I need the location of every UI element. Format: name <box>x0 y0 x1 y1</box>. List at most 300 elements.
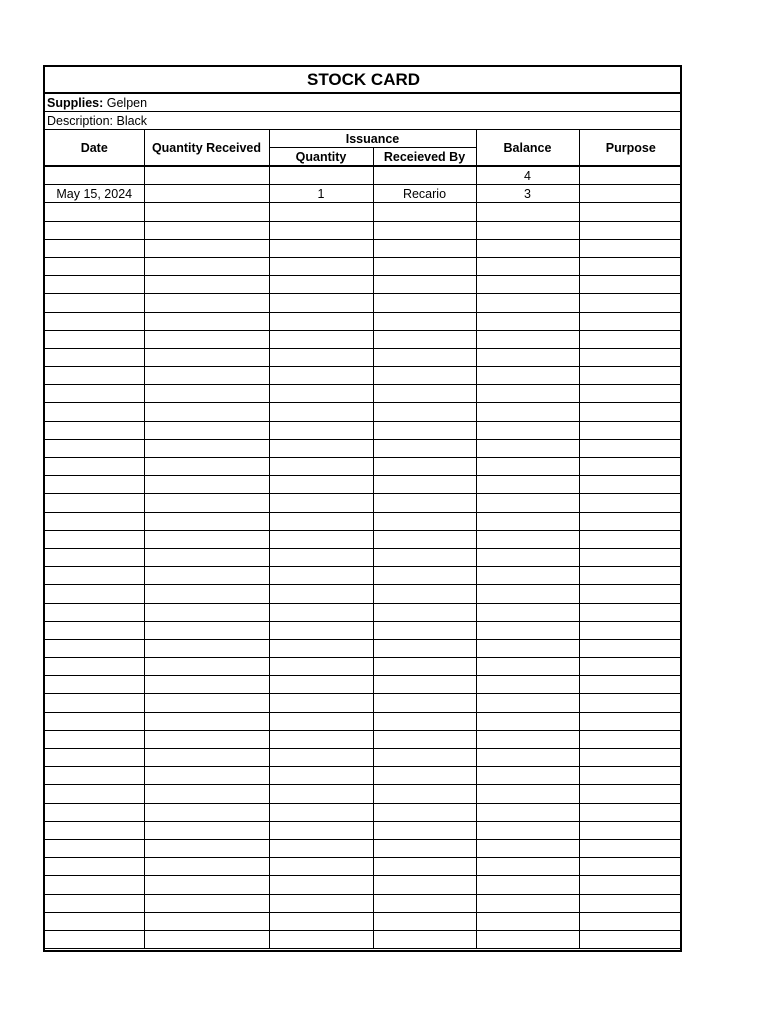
cell-received-by <box>373 276 476 294</box>
column-header-received-by: Receieved By <box>373 148 476 167</box>
cell-quantity-received <box>144 676 269 694</box>
cell-purpose <box>579 458 682 476</box>
table-row-empty <box>45 548 682 566</box>
cell-balance <box>476 821 579 839</box>
cell-purpose <box>579 912 682 930</box>
cell-issuance-quantity <box>269 458 373 476</box>
cell-quantity-received <box>144 403 269 421</box>
cell-purpose <box>579 712 682 730</box>
cell-date <box>45 803 144 821</box>
cell-quantity-received <box>144 894 269 912</box>
cell-purpose <box>579 839 682 857</box>
cell-purpose <box>579 730 682 748</box>
cell-issuance-quantity <box>269 548 373 566</box>
cell-balance <box>476 385 579 403</box>
cell-date <box>45 548 144 566</box>
cell-received-by <box>373 494 476 512</box>
cell-issuance-quantity <box>269 330 373 348</box>
table-row-empty <box>45 694 682 712</box>
cell-purpose <box>579 694 682 712</box>
cell-purpose <box>579 257 682 275</box>
cell-issuance-quantity <box>269 603 373 621</box>
table-row-empty <box>45 930 682 948</box>
cell-issuance-quantity <box>269 639 373 657</box>
cell-balance <box>476 421 579 439</box>
cell-date <box>45 603 144 621</box>
table-row-empty <box>45 567 682 585</box>
cell-date <box>45 894 144 912</box>
cell-date <box>45 239 144 257</box>
cell-quantity-received <box>144 312 269 330</box>
cell-issuance-quantity <box>269 367 373 385</box>
cell-date <box>45 767 144 785</box>
cell-issuance-quantity <box>269 530 373 548</box>
cell-quantity-received <box>144 839 269 857</box>
cell-issuance-quantity <box>269 567 373 585</box>
cell-date <box>45 839 144 857</box>
cell-balance <box>476 676 579 694</box>
table-row-empty <box>45 257 682 275</box>
cell-quantity-received <box>144 166 269 185</box>
cell-issuance-quantity <box>269 839 373 857</box>
table-row-empty <box>45 767 682 785</box>
stock-card-table <box>45 67 682 949</box>
cell-date <box>45 458 144 476</box>
cell-issuance-quantity <box>269 621 373 639</box>
cell-date: May 15, 2024 <box>45 185 144 203</box>
cell-received-by <box>373 712 476 730</box>
cell-received-by <box>373 530 476 548</box>
table-row-empty <box>45 894 682 912</box>
cell-balance <box>476 658 579 676</box>
table-row-empty <box>45 603 682 621</box>
cell-received-by <box>373 203 476 221</box>
table-row-empty <box>45 639 682 657</box>
cell-quantity-received <box>144 348 269 366</box>
cell-received-by <box>373 439 476 457</box>
cell-issuance-quantity <box>269 585 373 603</box>
cell-balance <box>476 403 579 421</box>
cell-received-by <box>373 767 476 785</box>
table-row-empty <box>45 530 682 548</box>
cell-issuance-quantity <box>269 439 373 457</box>
cell-date <box>45 476 144 494</box>
table-row-empty <box>45 912 682 930</box>
table-row-empty <box>45 403 682 421</box>
cell-date <box>45 312 144 330</box>
cell-balance <box>476 294 579 312</box>
cell-purpose <box>579 894 682 912</box>
cell-date <box>45 585 144 603</box>
table-row-empty <box>45 458 682 476</box>
cell-issuance-quantity <box>269 749 373 767</box>
cell-balance <box>476 930 579 948</box>
cell-balance <box>476 567 579 585</box>
cell-purpose <box>579 439 682 457</box>
cell-purpose <box>579 221 682 239</box>
table-row-empty <box>45 839 682 857</box>
cell-issuance-quantity <box>269 221 373 239</box>
cell-balance <box>476 203 579 221</box>
cell-received-by <box>373 912 476 930</box>
cell-quantity-received <box>144 185 269 203</box>
cell-issuance-quantity <box>269 676 373 694</box>
cell-received-by <box>373 239 476 257</box>
cell-quantity-received <box>144 367 269 385</box>
table-row-empty <box>45 330 682 348</box>
table-row <box>45 185 682 203</box>
cell-issuance-quantity <box>269 166 373 185</box>
table-row-empty <box>45 512 682 530</box>
cell-received-by <box>373 603 476 621</box>
cell-date <box>45 930 144 948</box>
cell-date <box>45 621 144 639</box>
cell-date <box>45 330 144 348</box>
cell-date <box>45 785 144 803</box>
table-row-empty <box>45 276 682 294</box>
cell-date <box>45 348 144 366</box>
cell-quantity-received <box>144 439 269 457</box>
cell-quantity-received <box>144 330 269 348</box>
cell-purpose <box>579 476 682 494</box>
cell-received-by <box>373 312 476 330</box>
cell-issuance-quantity <box>269 476 373 494</box>
cell-balance <box>476 839 579 857</box>
cell-date <box>45 294 144 312</box>
supplies-label: Supplies: <box>47 95 104 110</box>
cell-quantity-received <box>144 603 269 621</box>
description-label: Description: <box>47 113 113 128</box>
cell-date <box>45 639 144 657</box>
cell-quantity-received <box>144 858 269 876</box>
cell-quantity-received <box>144 749 269 767</box>
cell-purpose <box>579 421 682 439</box>
cell-quantity-received <box>144 876 269 894</box>
cell-received-by <box>373 639 476 657</box>
cell-issuance-quantity <box>269 730 373 748</box>
cell-quantity-received <box>144 257 269 275</box>
cell-received-by <box>373 694 476 712</box>
cell-issuance-quantity: 1 <box>269 185 373 203</box>
supplies-line <box>45 93 682 112</box>
cell-purpose <box>579 803 682 821</box>
cell-received-by <box>373 676 476 694</box>
cell-issuance-quantity <box>269 894 373 912</box>
cell-date <box>45 439 144 457</box>
cell-quantity-received <box>144 694 269 712</box>
cell-balance <box>476 585 579 603</box>
cell-received-by <box>373 876 476 894</box>
table-row-empty <box>45 621 682 639</box>
cell-date <box>45 421 144 439</box>
cell-purpose <box>579 494 682 512</box>
cell-issuance-quantity <box>269 421 373 439</box>
cell-received-by <box>373 658 476 676</box>
table-row-empty <box>45 439 682 457</box>
cell-quantity-received <box>144 276 269 294</box>
cell-date <box>45 257 144 275</box>
table-row-empty <box>45 730 682 748</box>
cell-balance: 4 <box>476 166 579 185</box>
table-row-empty <box>45 712 682 730</box>
cell-date <box>45 730 144 748</box>
cell-quantity-received <box>144 221 269 239</box>
cell-purpose <box>579 239 682 257</box>
cell-quantity-received <box>144 476 269 494</box>
table-row-empty <box>45 821 682 839</box>
cell-quantity-received <box>144 912 269 930</box>
cell-issuance-quantity <box>269 767 373 785</box>
cell-quantity-received <box>144 803 269 821</box>
cell-date <box>45 385 144 403</box>
cell-date <box>45 166 144 185</box>
cell-received-by <box>373 294 476 312</box>
cell-date <box>45 658 144 676</box>
cell-received-by <box>373 839 476 857</box>
column-header-quantity-received: Quantity Received <box>144 130 269 167</box>
cell-balance <box>476 312 579 330</box>
table-row-empty <box>45 312 682 330</box>
cell-balance <box>476 239 579 257</box>
table-row-empty <box>45 221 682 239</box>
cell-date <box>45 494 144 512</box>
cell-received-by <box>373 821 476 839</box>
cell-balance <box>476 767 579 785</box>
cell-balance <box>476 749 579 767</box>
cell-purpose <box>579 367 682 385</box>
cell-received-by <box>373 221 476 239</box>
column-header-issuance: Issuance <box>269 130 476 148</box>
cell-received-by <box>373 367 476 385</box>
cell-quantity-received <box>144 239 269 257</box>
column-header-date: Date <box>45 130 144 167</box>
cell-purpose <box>579 639 682 657</box>
cell-date <box>45 530 144 548</box>
table-row-empty <box>45 294 682 312</box>
cell-balance <box>476 494 579 512</box>
cell-date <box>45 676 144 694</box>
cell-purpose <box>579 767 682 785</box>
cell-purpose <box>579 603 682 621</box>
cell-received-by <box>373 476 476 494</box>
cell-issuance-quantity <box>269 912 373 930</box>
cell-balance <box>476 712 579 730</box>
cell-balance <box>476 785 579 803</box>
cell-purpose <box>579 512 682 530</box>
cell-balance <box>476 803 579 821</box>
cell-date <box>45 567 144 585</box>
cell-balance <box>476 548 579 566</box>
stock-card <box>43 65 682 952</box>
cell-purpose <box>579 821 682 839</box>
table-row-empty <box>45 658 682 676</box>
cell-date <box>45 694 144 712</box>
cell-issuance-quantity <box>269 876 373 894</box>
cell-received-by <box>373 585 476 603</box>
cell-date <box>45 749 144 767</box>
cell-date <box>45 403 144 421</box>
description-line <box>45 112 682 130</box>
cell-received-by <box>373 730 476 748</box>
table-row-empty <box>45 876 682 894</box>
cell-received-by <box>373 458 476 476</box>
cell-purpose <box>579 385 682 403</box>
table-row-empty <box>45 494 682 512</box>
cell-received-by <box>373 421 476 439</box>
cell-purpose <box>579 548 682 566</box>
cell-balance <box>476 876 579 894</box>
cell-received-by <box>373 403 476 421</box>
cell-received-by <box>373 257 476 275</box>
table-row-empty <box>45 239 682 257</box>
cell-date <box>45 221 144 239</box>
cell-date <box>45 876 144 894</box>
description-value: Black <box>116 113 148 128</box>
cell-purpose <box>579 676 682 694</box>
cell-balance <box>476 367 579 385</box>
cell-quantity-received <box>144 767 269 785</box>
cell-issuance-quantity <box>269 821 373 839</box>
cell-quantity-received <box>144 494 269 512</box>
cell-date <box>45 367 144 385</box>
table-row-empty <box>45 421 682 439</box>
table-row-empty <box>45 385 682 403</box>
table-row <box>45 166 682 185</box>
cell-issuance-quantity <box>269 203 373 221</box>
cell-received-by <box>373 166 476 185</box>
cell-purpose <box>579 930 682 948</box>
cell-quantity-received <box>144 458 269 476</box>
column-header-balance: Balance <box>476 130 579 167</box>
column-header-purpose: Purpose <box>579 130 682 167</box>
table-row-empty <box>45 676 682 694</box>
cell-received-by <box>373 894 476 912</box>
cell-received-by <box>373 749 476 767</box>
cell-balance <box>476 257 579 275</box>
supplies-value: Gelpen <box>106 95 148 110</box>
cell-balance <box>476 439 579 457</box>
cell-balance <box>476 894 579 912</box>
cell-quantity-received <box>144 530 269 548</box>
cell-purpose <box>579 749 682 767</box>
cell-purpose <box>579 166 682 185</box>
cell-quantity-received <box>144 421 269 439</box>
cell-date <box>45 858 144 876</box>
table-row-empty <box>45 749 682 767</box>
cell-date <box>45 821 144 839</box>
cell-balance <box>476 639 579 657</box>
cell-purpose <box>579 530 682 548</box>
table-row-empty <box>45 476 682 494</box>
cell-date <box>45 712 144 730</box>
cell-date <box>45 276 144 294</box>
cell-balance <box>476 276 579 294</box>
cell-purpose <box>579 785 682 803</box>
cell-purpose <box>579 403 682 421</box>
cell-received-by <box>373 567 476 585</box>
cell-issuance-quantity <box>269 257 373 275</box>
table-row-empty <box>45 348 682 366</box>
cell-received-by <box>373 803 476 821</box>
cell-issuance-quantity <box>269 239 373 257</box>
cell-issuance-quantity <box>269 785 373 803</box>
page-title: STOCK CARD <box>45 67 682 93</box>
cell-issuance-quantity <box>269 312 373 330</box>
cell-purpose <box>579 621 682 639</box>
cell-balance <box>476 221 579 239</box>
cell-issuance-quantity <box>269 658 373 676</box>
cell-issuance-quantity <box>269 712 373 730</box>
cell-quantity-received <box>144 294 269 312</box>
table-row-empty <box>45 803 682 821</box>
cell-purpose <box>579 658 682 676</box>
cell-purpose <box>579 348 682 366</box>
cell-received-by: Recario <box>373 185 476 203</box>
cell-date <box>45 512 144 530</box>
cell-quantity-received <box>144 512 269 530</box>
cell-issuance-quantity <box>269 494 373 512</box>
cell-issuance-quantity <box>269 803 373 821</box>
cell-purpose <box>579 276 682 294</box>
column-header-issuance-quantity: Quantity <box>269 148 373 167</box>
cell-received-by <box>373 512 476 530</box>
cell-received-by <box>373 930 476 948</box>
cell-balance <box>476 621 579 639</box>
cell-issuance-quantity <box>269 348 373 366</box>
cell-balance <box>476 694 579 712</box>
cell-quantity-received <box>144 785 269 803</box>
cell-balance <box>476 730 579 748</box>
cell-issuance-quantity <box>269 294 373 312</box>
cell-quantity-received <box>144 639 269 657</box>
cell-received-by <box>373 785 476 803</box>
cell-issuance-quantity <box>269 403 373 421</box>
cell-issuance-quantity <box>269 385 373 403</box>
cell-quantity-received <box>144 930 269 948</box>
cell-balance <box>476 512 579 530</box>
cell-balance <box>476 458 579 476</box>
cell-quantity-received <box>144 203 269 221</box>
cell-purpose <box>579 567 682 585</box>
cell-purpose <box>579 585 682 603</box>
cell-date <box>45 912 144 930</box>
cell-received-by <box>373 548 476 566</box>
cell-quantity-received <box>144 385 269 403</box>
cell-purpose <box>579 312 682 330</box>
table-row-empty <box>45 367 682 385</box>
table-row-empty <box>45 785 682 803</box>
cell-date <box>45 203 144 221</box>
cell-balance: 3 <box>476 185 579 203</box>
cell-issuance-quantity <box>269 694 373 712</box>
cell-balance <box>476 603 579 621</box>
cell-quantity-received <box>144 821 269 839</box>
cell-issuance-quantity <box>269 930 373 948</box>
cell-received-by <box>373 621 476 639</box>
cell-received-by <box>373 330 476 348</box>
cell-issuance-quantity <box>269 276 373 294</box>
cell-purpose <box>579 858 682 876</box>
cell-purpose <box>579 203 682 221</box>
table-row-empty <box>45 203 682 221</box>
cell-received-by <box>373 858 476 876</box>
cell-balance <box>476 912 579 930</box>
cell-quantity-received <box>144 658 269 676</box>
cell-received-by <box>373 385 476 403</box>
cell-quantity-received <box>144 621 269 639</box>
cell-quantity-received <box>144 548 269 566</box>
cell-quantity-received <box>144 712 269 730</box>
